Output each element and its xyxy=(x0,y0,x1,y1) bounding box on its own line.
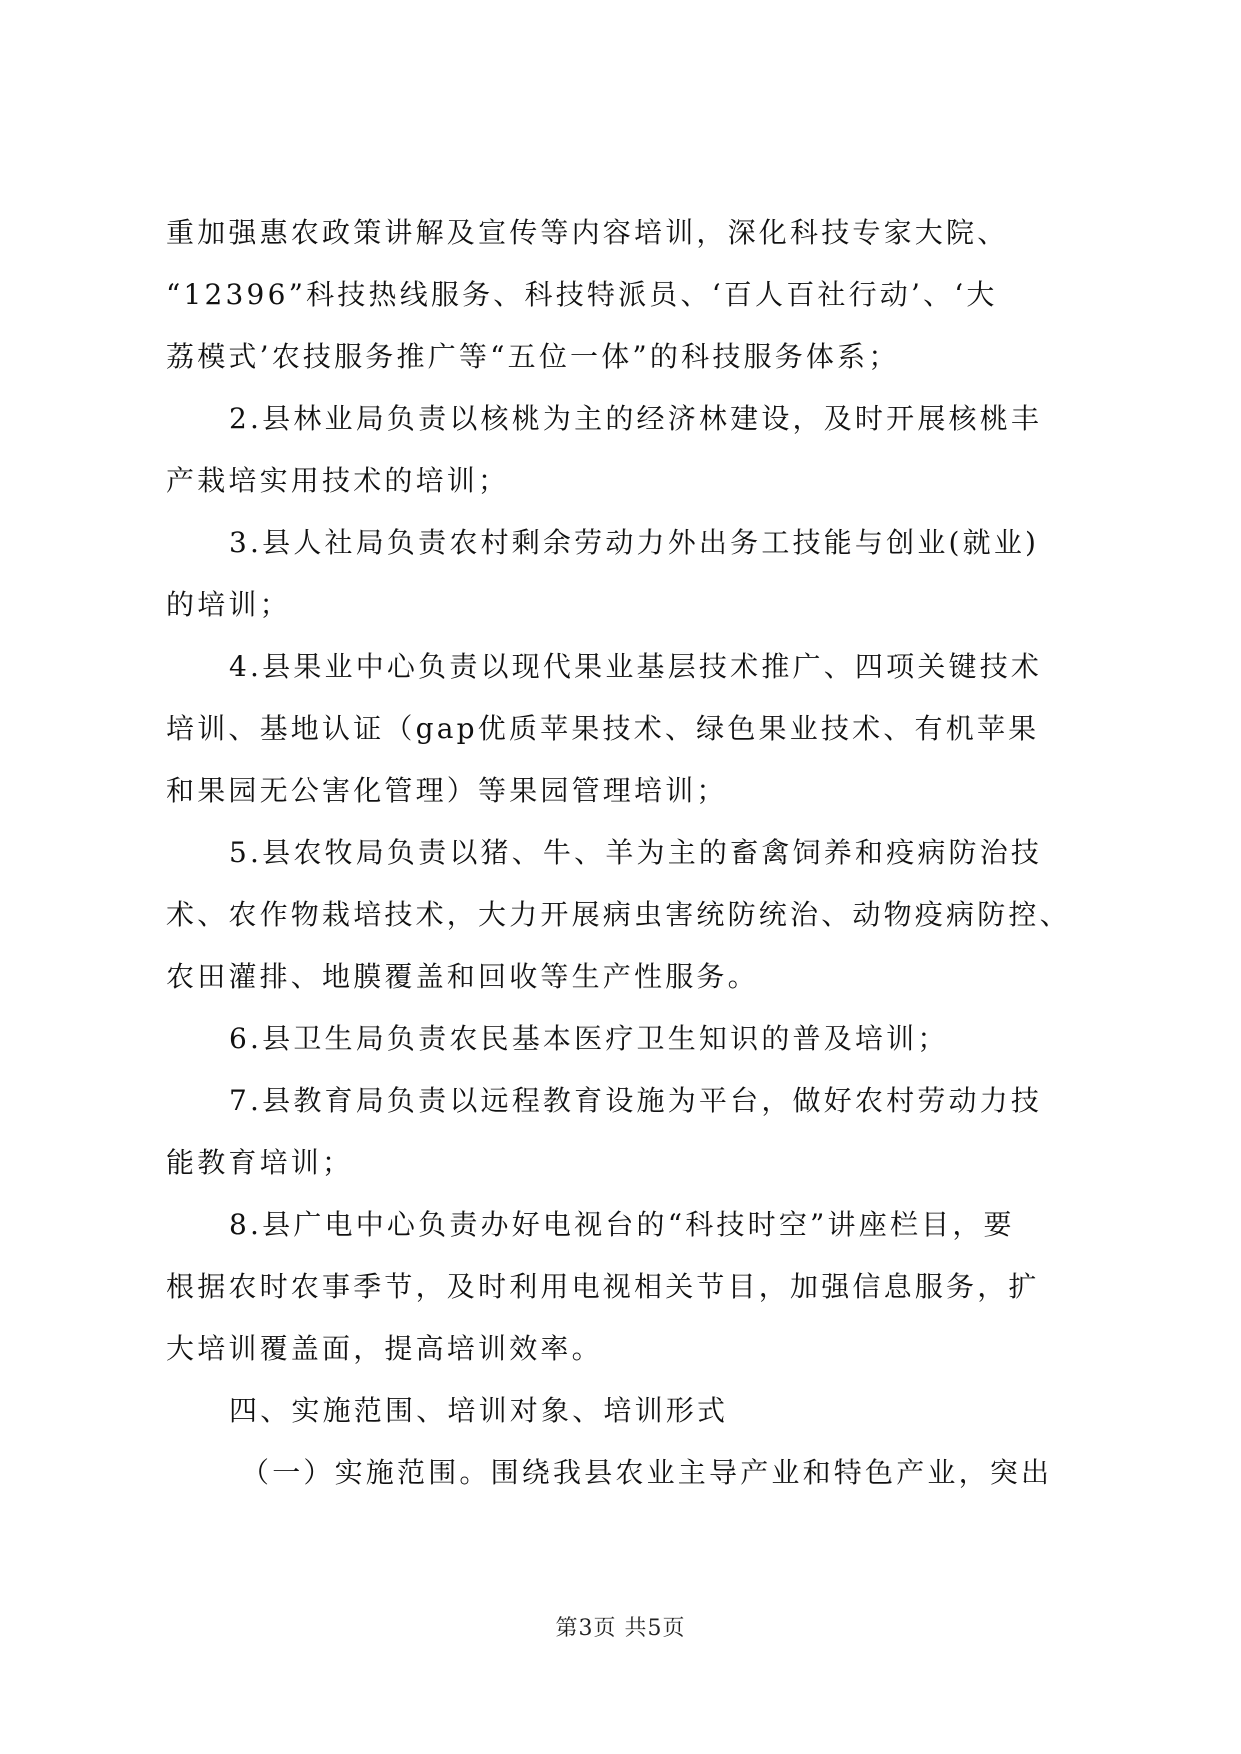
item-7-line-1: 7.县教育局负责以远程教育设施为平台，做好农村劳动力技 xyxy=(229,1084,1043,1117)
item-4-line-2: 培训、基地认证（gap优质苹果技术、绿色果业技术、有机苹果 xyxy=(166,712,1040,745)
item-5-line-3: 农田灌排、地膜覆盖和回收等生产性服务。 xyxy=(166,960,759,993)
item-4-line-1: 4.县果业中心负责以现代果业基层技术推广、四项关键技术 xyxy=(229,650,1043,683)
item-2-line-1: 2.县林业局负责以核桃为主的经济林建设，及时开展核桃丰 xyxy=(229,402,1043,435)
text-line-1: 重加强惠农政策讲解及宣传等内容培训，深化科技专家大院、 xyxy=(166,216,1009,249)
item-3-line-2: 的培训； xyxy=(166,588,291,621)
text-line-3: 荔模式’农技服务推广等“五位一体”的科技服务体系； xyxy=(166,340,900,373)
document-body xyxy=(166,202,1076,1504)
item-7-line-2: 能教育培训； xyxy=(166,1146,354,1179)
item-2-line-2: 产栽培实用技术的培训； xyxy=(166,464,510,497)
item-3-line-1: 3.县人社局负责农村剩余劳动力外出务工技能与创业(就业) xyxy=(229,526,1040,559)
text-line-2: “12396”科技热线服务、科技特派员、‘百人百社行动’、‘大 xyxy=(166,278,998,311)
section-heading: 四、实施范围、培训对象、培训形式 xyxy=(229,1394,729,1427)
item-6-line-1: 6.县卫生局负责农民基本医疗卫生知识的普及培训； xyxy=(229,1022,949,1055)
item-8-line-2: 根据农时农事季节，及时利用电视相关节目，加强信息服务，扩 xyxy=(166,1270,1040,1303)
item-5-line-1: 5.县农牧局负责以猪、牛、羊为主的畜禽饲养和疫病防治技 xyxy=(229,836,1043,869)
item-8-line-1: 8.县广电中心负责办好电视台的“科技时空”讲座栏目，要 xyxy=(229,1208,1015,1241)
item-5-line-2: 术、农作物栽培技术，大力开展病虫害统防统治、动物疫病防控、 xyxy=(166,898,1071,931)
page-number-footer: 第3页 共5页 xyxy=(555,1616,686,1641)
item-8-line-3: 大培训覆盖面，提高培训效率。 xyxy=(166,1332,603,1365)
subsection-line-1: （一）实施范围。围绕我县农业主导产业和特色产业，突出 xyxy=(241,1456,1053,1489)
item-4-line-3: 和果园无公害化管理）等果园管理培训； xyxy=(166,774,728,807)
